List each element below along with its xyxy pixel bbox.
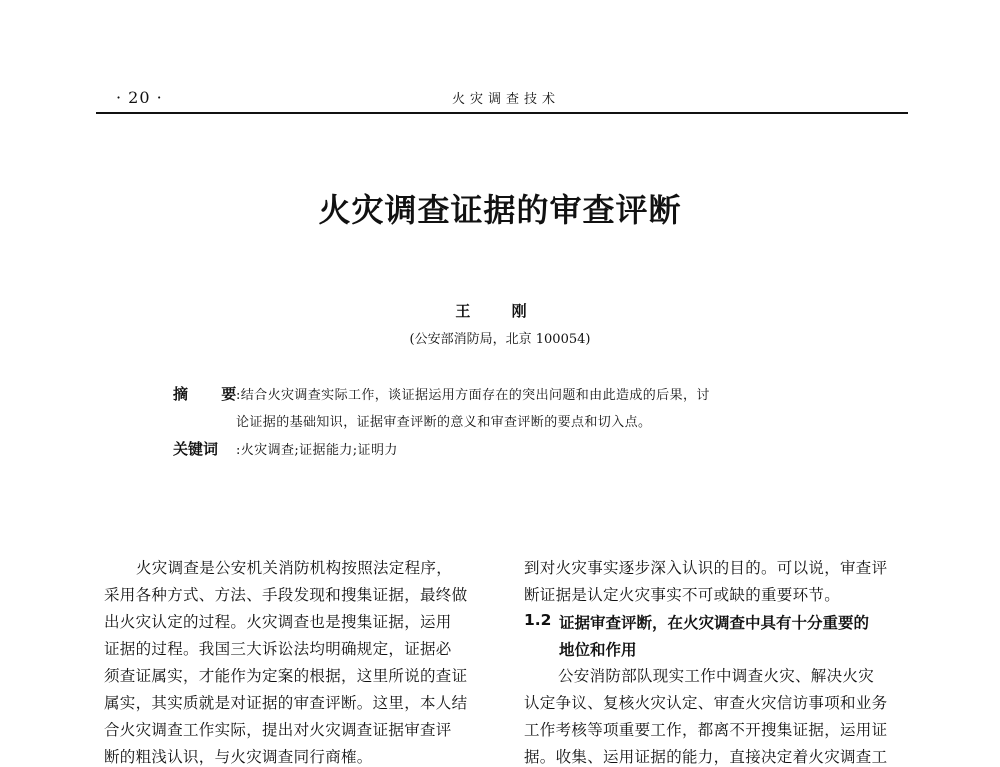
body-line: 合火灾调查工作实际，提出对火灾调查证据审查评 [104,721,452,739]
keywords-label: 关键词 [173,440,219,458]
page-number: · 20 · [116,88,163,107]
abstract-label: 摘 要 [173,385,251,403]
section-heading: 地位和作用 [559,641,637,659]
body-line: 公安消防部队现实工作中调查火灾、解决火灾 [558,667,875,685]
journal-name: 火灾调查技术 [452,92,561,107]
body-line: 断证据是认定火灾事实不可或缺的重要环节。 [524,586,841,604]
body-line: 断的粗浅认识，与火灾调查同行商榷。 [104,748,373,766]
body-line: 采用各种方式、方法、手段发现和搜集证据，最终做 [104,586,468,604]
author-affiliation: (公安部消防局，北京 100054) [409,332,591,347]
body-line: 出火灾认定的过程。火灾调查也是搜集证据，运用 [104,613,452,631]
section-number: 1.2 [524,611,552,629]
body-line: 火灾调查是公安机关消防机构按照法定程序， [136,559,453,577]
abstract-line: :结合火灾调查实际工作，谈证据运用方面存在的突出问题和由此造成的后果，讨 [236,388,710,403]
article-title: 火灾调查证据的审查评断 [318,191,682,229]
body-line: 认定争议、复核火灾认定、审查火灾信访事项和业务 [524,694,888,712]
body-line: 属实，其实质就是对证据的审查评断。这里，本人结 [104,694,468,712]
body-line: 工作考核等项重要工作，都离不开搜集证据，运用证 [524,721,888,739]
body-line: 证据的过程。我国三大诉讼法均明确规定，证据必 [104,640,452,658]
author-name: 王 刚 [455,302,545,320]
section-heading: 证据审查评断，在火灾调查中具有十分重要的 [559,614,870,632]
body-line: 须查证属实，才能作为定案的根据，这里所说的查证 [104,667,468,685]
body-line: 到对火灾事实逐步深入认识的目的。可以说，审查评 [524,559,888,577]
abstract-line: 论证据的基础知识，证据审查评断的意义和审查评断的要点和切入点。 [236,415,652,430]
keywords-text: :火灾调查;证据能力;证明力 [236,443,398,458]
header-rule [96,112,908,114]
body-line: 据。收集、运用证据的能力，直接决定着火灾调查工 [524,748,888,766]
